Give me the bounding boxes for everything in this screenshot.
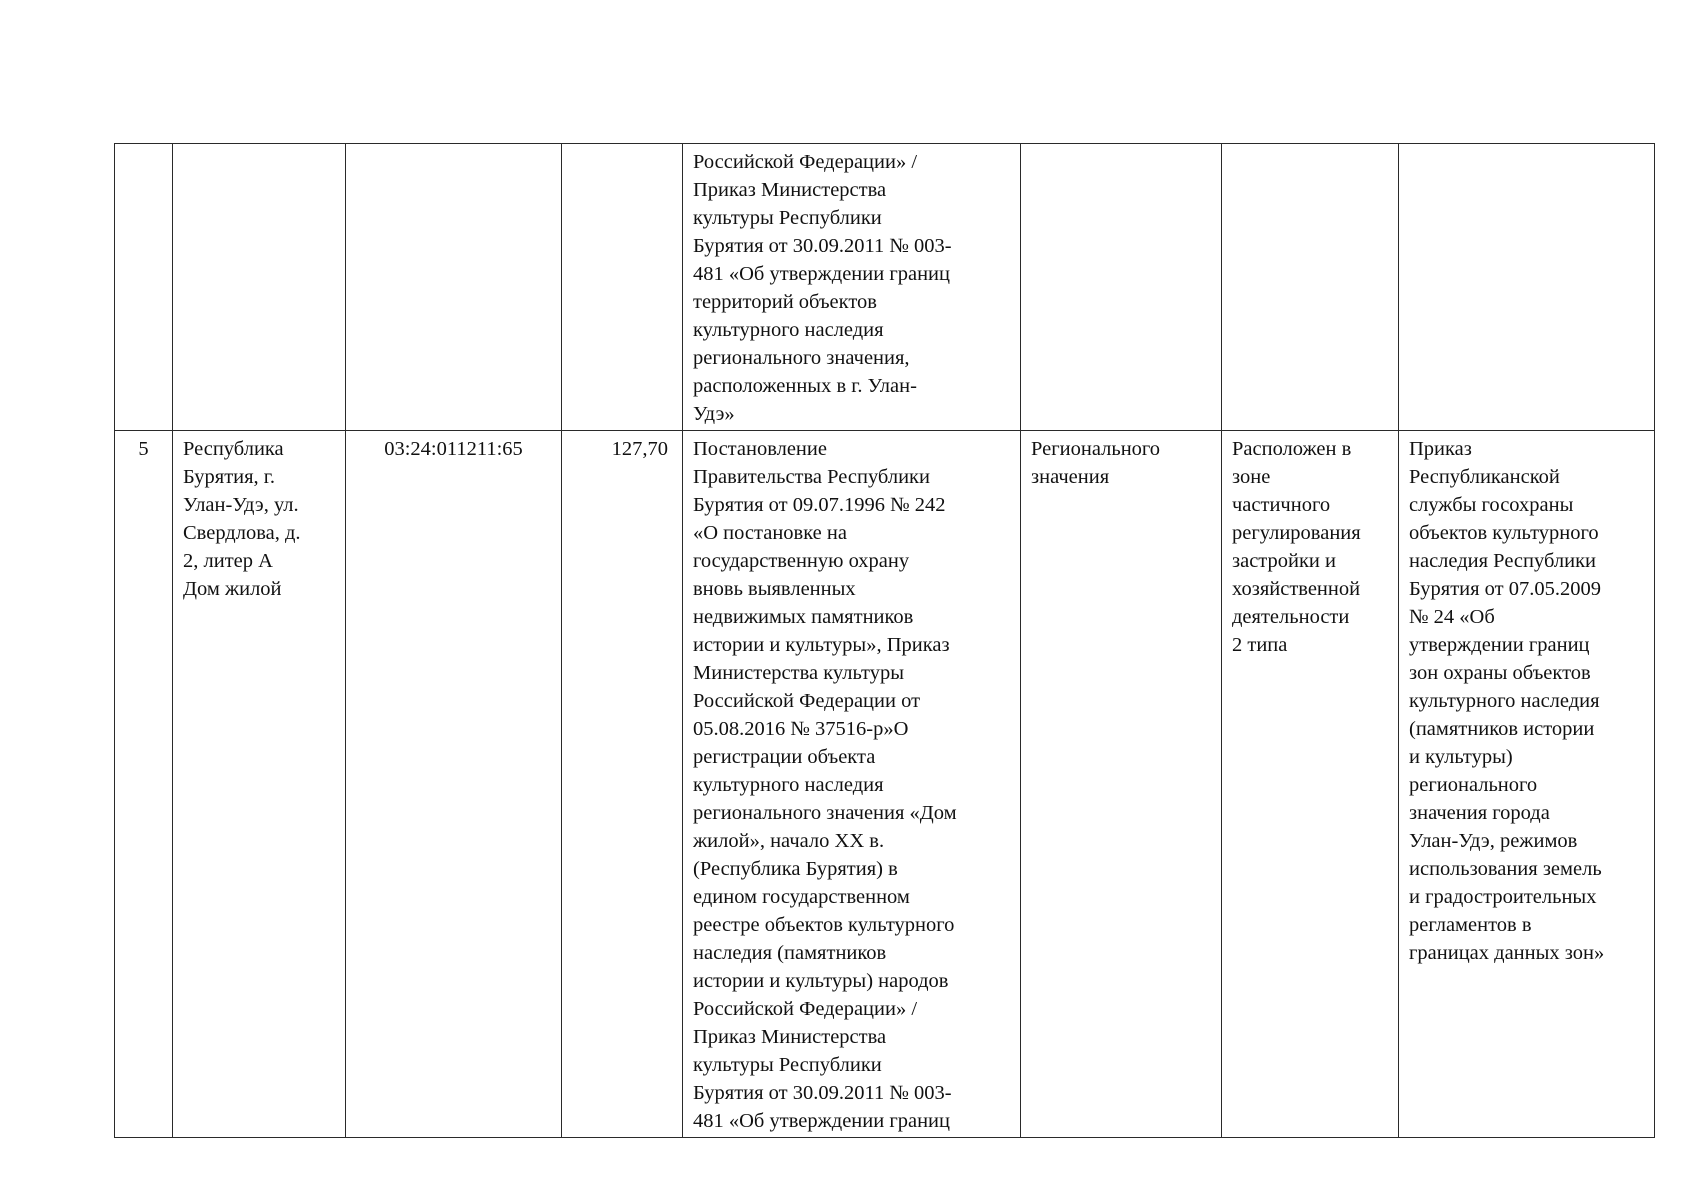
documents-cell: [683, 431, 1021, 1138]
table-row: [115, 431, 1655, 1138]
legal-documents-text: Российской Федерации» / Приказ Министерства культуры Республики Бурятия от 30.09.2011 № 003- 481 «Об утверждении границ территорий объектов культурного наследия регионального значения, расположенных в г. Улан- Удэ»: [693, 151, 952, 425]
cadastral-cell: [346, 144, 562, 431]
cadastral-cell: [346, 431, 562, 1138]
cadastral-number: 03:24:011211:65: [384, 438, 523, 460]
row-number-cell: [115, 431, 173, 1138]
heritage-registry-table: [114, 143, 1655, 1138]
category-cell: [1021, 144, 1222, 431]
significance-category: Регионального значения: [1031, 438, 1161, 488]
area-cell: [562, 431, 683, 1138]
category-cell: [1021, 431, 1222, 1138]
address-cell: [173, 431, 346, 1138]
table-row: [115, 144, 1655, 431]
legal-documents-text: Постановление Правительства Республики Бурятия от 09.07.1996 № 242 «О постановке на государственную охрану вновь выявленных недвижимых памятников истории и культуры», Приказ Министерства культуры Российской Федерации от 05.08.2016 № 37516-р»О регистрации объекта культурного наследия регионального значения «Дом жилой», начало XX в. (Республика Бурятия) в едином государственном реестре объектов культурного наследия (памятников истории и культуры) народов Российской Федерации» / Приказ Министерства культуры Республики Бурятия от 30.09.2011 № 003- 481 «Об утверждении границ: [693, 438, 957, 1132]
row-number: 5: [138, 438, 149, 460]
object-area: 127,70: [611, 438, 668, 460]
zone-cell: [1222, 144, 1399, 431]
zone-cell: [1222, 431, 1399, 1138]
row-number-cell: [115, 144, 173, 431]
zone-document-text: Приказ Республиканской службы госохраны объектов культурного наследия Республики Бурятия от 07.05.2009 № 24 «Об утверждении границ зон охраны объектов культурного наследия (памятников истории и культуры) регионального значения города Улан-Удэ, режимов использования земель и градостроительных регламентов в границах данных зон»: [1409, 438, 1605, 964]
object-address: Республика Бурятия, г. Улан-Удэ, ул. Свердлова, д. 2, литер А Дом жилой: [183, 438, 301, 600]
zone-document-cell: [1399, 431, 1655, 1138]
address-cell: [173, 144, 346, 431]
documents-cell: [683, 144, 1021, 431]
protection-zone: Расположен в зоне частичного регулирования застройки и хозяйственной деятельности 2 типа: [1232, 438, 1361, 656]
zone-document-cell: [1399, 144, 1655, 431]
area-cell: [562, 144, 683, 431]
